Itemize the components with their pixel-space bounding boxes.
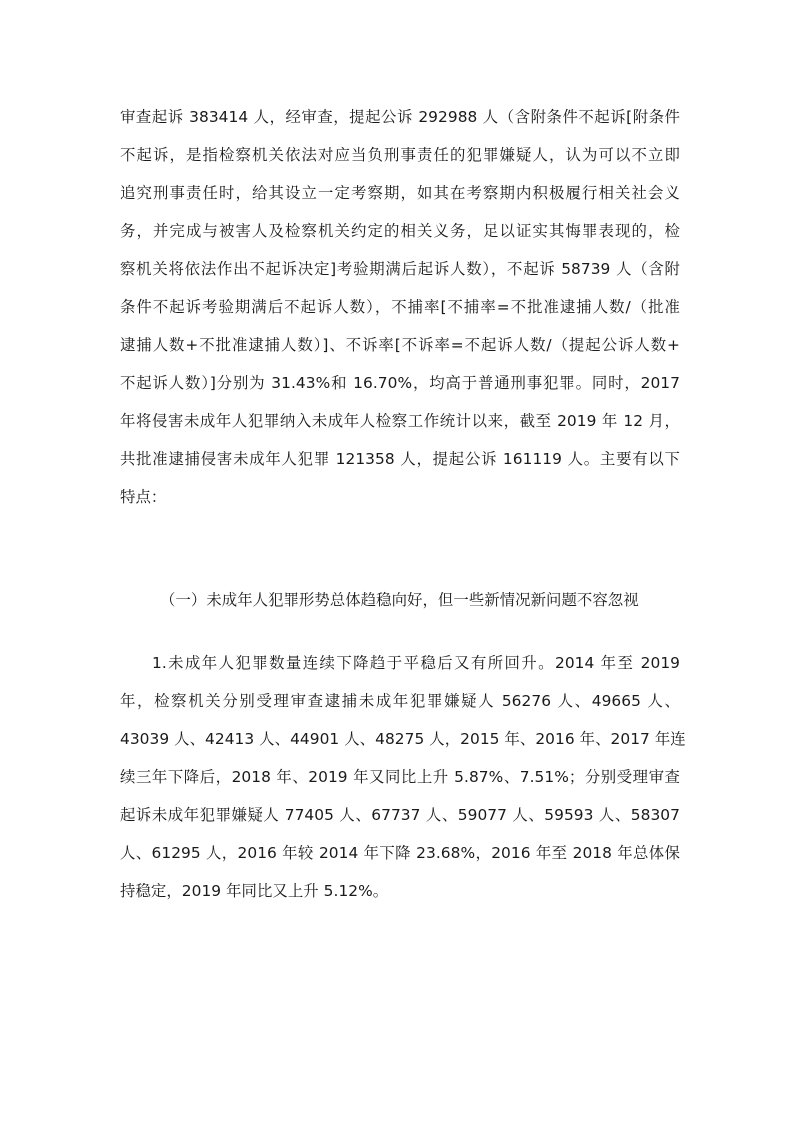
text-line: 43039 人、42413 人、44901 人、48275 人，2015 年、2016 年、2017 年连 [120,730,686,748]
text-line: 务，并完成与被害人及检察机关约定的相关义务，足以证实其悔罪表现的，检 [120,222,680,240]
text-line: 察机关将依法作出不起诉决定]考验期满后起诉人数），不起诉 58739 人（含附 [120,260,680,278]
text-line: 不起诉，是指检察机关依法对应当负刑事责任的犯罪嫌疑人，认为可以不立即 [120,146,680,164]
text-line: 共批准逮捕侵害未成年人犯罪 121358 人，提起公诉 161119 人。主要有以下 [120,450,680,468]
text-line: 起诉未成年犯罪嫌疑人 77405 人、67737 人、59077 人、59593 人、58307 [120,806,680,824]
text-line: 续三年下降后，2018 年、2019 年又同比上升 5.87%、7.51%；分别受理审查 [120,768,680,786]
text-line: 逮捕人数+不批准逮捕人数）]、不诉率[不诉率=不起诉人数/（提起公诉人数+ [120,336,680,354]
text-line: 1.未成年人犯罪数量连续下降趋于平稳后又有所回升。2014 年至 2019 [152,654,680,672]
text-line: 特点： [120,488,167,506]
paragraph-statistics-overview [120,98,680,516]
text-line: 年，检察机关分别受理审查逮捕未成年犯罪嫌疑人 56276 人、49665 人、 [120,692,680,710]
text-line: 年将侵害未成年人犯罪纳入未成年人检察工作统计以来，截至 2019 年 12 月， [120,412,680,430]
text-line: 不起诉人数）]分别为 31.43%和 16.70%，均高于普通刑事犯罪。同时，2017 [120,374,680,392]
text-line: 审查起诉 383414 人，经审查，提起公诉 292988 人（含附条件不起诉[附条件 [120,108,680,126]
text-line: 持稳定，2019 年同比又上升 5.12%。 [120,882,389,900]
section-heading [160,581,680,619]
text-line: 条件不起诉考验期满后不起诉人数），不捕率[不捕率=不批准逮捕人数/（批准 [120,298,680,316]
paragraph-crime-trend [120,644,686,910]
section-heading-text: （一）未成年人犯罪形势总体趋稳向好，但一些新情况新问题不容忽视 [160,591,639,609]
text-line: 人、61295 人，2016 年较 2014 年下降 23.68%，2016 年至 2018 年总体保 [120,844,680,862]
text-line: 追究刑事责任时，给其设立一定考察期，如其在考察期内积极履行相关社会义 [120,184,680,202]
